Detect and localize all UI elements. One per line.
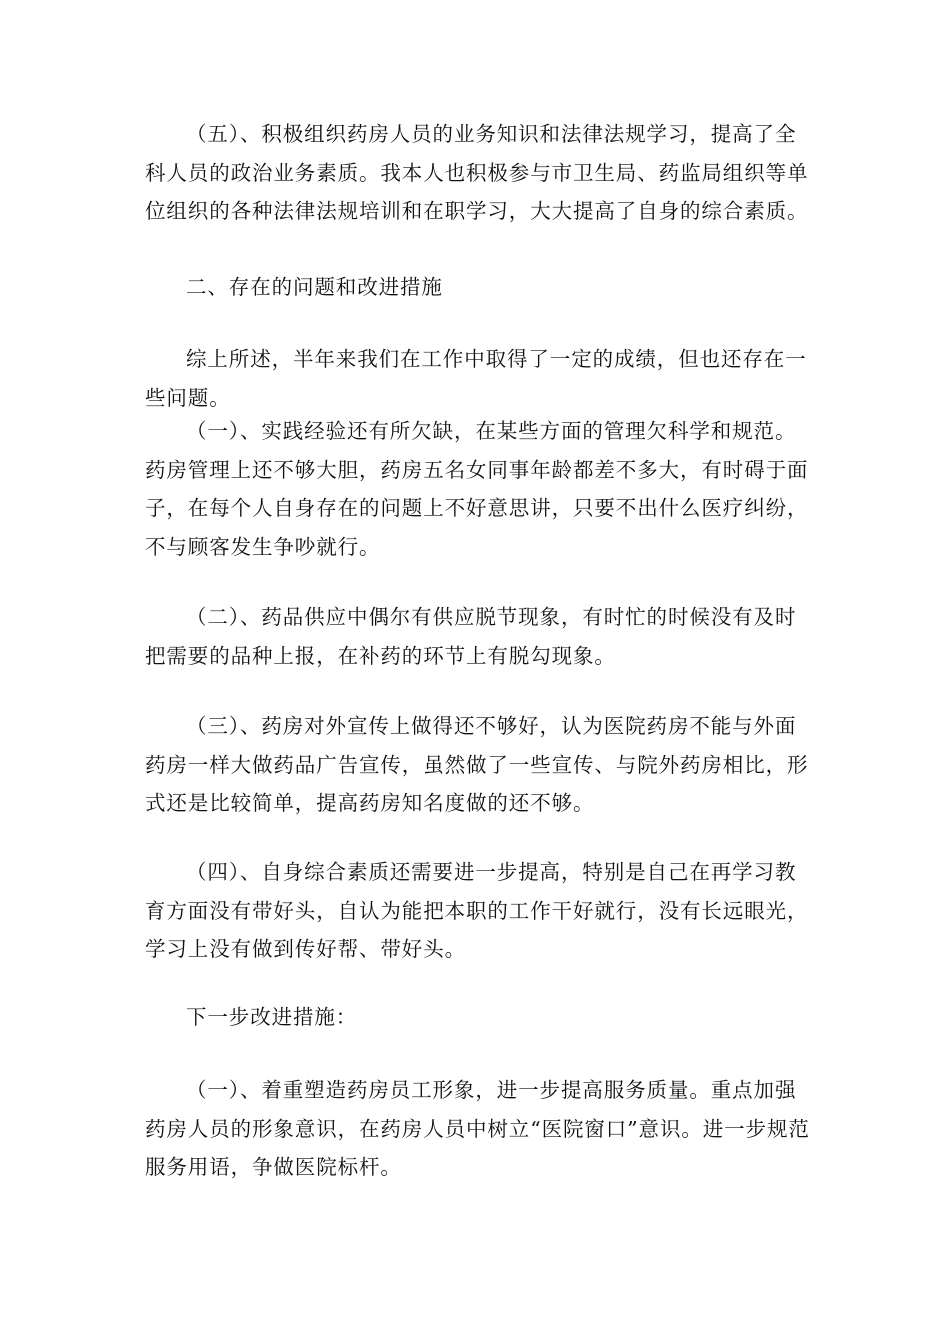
- section-heading-problems: 二、存在的问题和改进措施: [186, 275, 443, 299]
- paragraph-summary: 综上所述，半年来我们在工作中取得了一定的成绩，但也还存在一些问题。: [145, 347, 807, 410]
- paragraph-problem-2: （二）、药品供应中偶尔有供应脱节现象，有时忙的时候没有及时把需要的品种上报，在补药的环节上有脱勾现象。: [145, 605, 797, 668]
- paragraph-problem-3: （三）、药房对外宣传上做得还不够好，认为医院药房不能与外面药房一样大做药品广告宣传，虽然做了一些宣传、与院外药房相比，形式还是比较简单，提高药房知名度做的还不够。: [145, 714, 809, 815]
- paragraph-problem-1: （一）、实践经验还有所欠缺，在某些方面的管理欠科学和规范。药房管理上还不够大胆，药房五名女同事年龄都差不多大，有时碍于面子，在每个人自身存在的问题上不好意思讲，只要不出什么医疗纠纷，不与顾客发生争吵就行。: [145, 419, 809, 559]
- paragraph-problem-4: （四）、自身综合素质还需要进一步提高，特别是自己在再学习教育方面没有带好头，自认为能把本职的工作干好就行，没有长远眼光，学习上没有做到传好帮、带好头。: [145, 860, 809, 961]
- paragraph-training-study: （五）、积极组织药房人员的业务知识和法律法规学习，提高了全科人员的政治业务素质。我本人也积极参与市卫生局、药监局组织等单位组织的各种法律法规培训和在职学习，大大提高了自身的综合素质。: [145, 122, 809, 223]
- subheading-next-steps: 下一步改进措施：: [186, 1005, 358, 1029]
- paragraph-measure-1: （一）、着重塑造药房员工形象，进一步提高服务质量。重点加强药房人员的形象意识，在药房人员中树立“医院窗口”意识。进一步规范服务用语，争做医院标杆。: [145, 1078, 810, 1179]
